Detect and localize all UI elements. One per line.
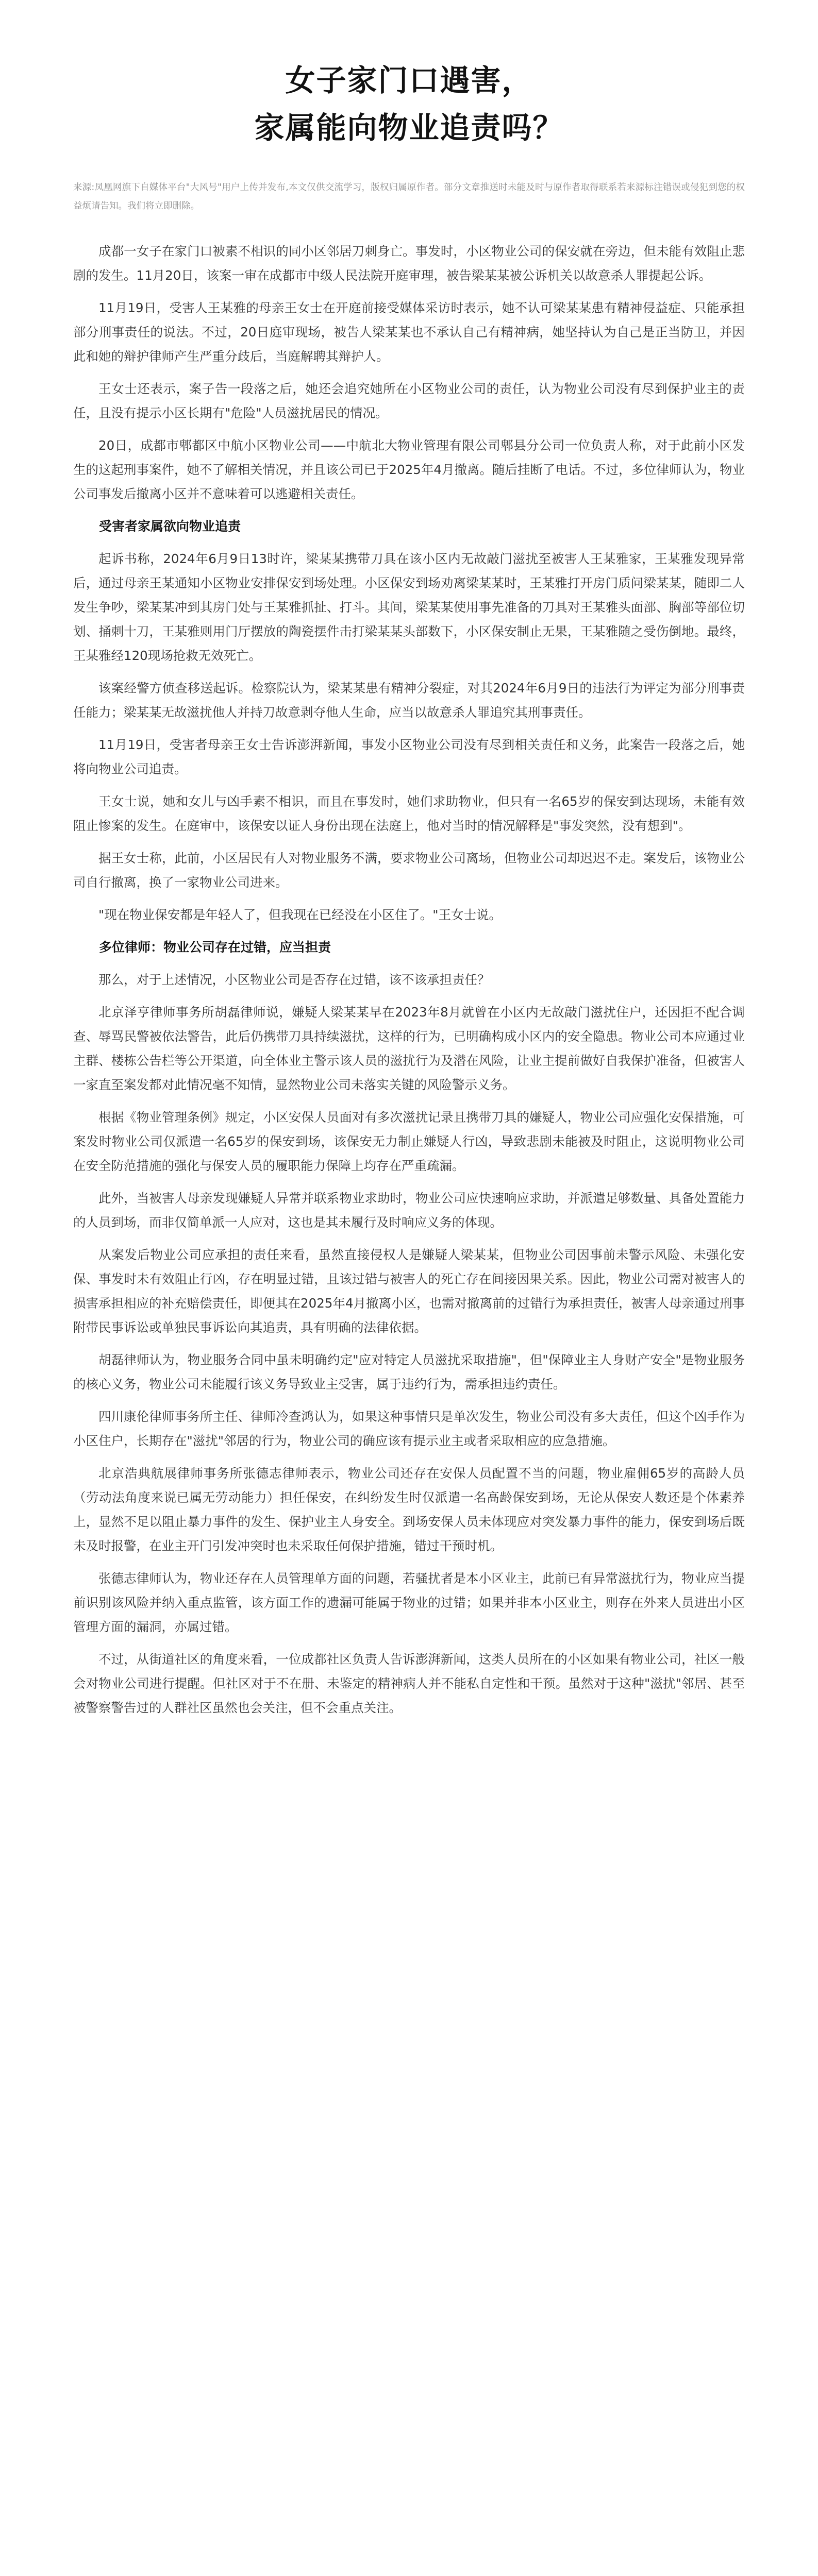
body-paragraph: "现在物业保安都是年轻人了，但我现在已经没在小区住了。"王女士说。 bbox=[98, 907, 502, 922]
source-disclaimer: 来源:凤凰网旗下自媒体平台"大风号"用户上传并发布,本文仅供交流学习，版权归属原作者。部分文章推送时未能及时与原作者取得联系若来源标注错误或侵犯到您的权益烦请告知。我们将立即删除。 bbox=[73, 182, 745, 211]
body-paragraph: 不过，从街道社区的角度来看，一位成都社区负责人告诉澎湃新闻，这类人员所在的小区如果有物业公司，社区一般会对物业公司进行提醒。但社区对于不在册、未鉴定的精神病人并不能私自定性和干预。虽然对于这种"滋扰"邻居、甚至被警察警告过的人群社区虽然也会关注，但不会重点关注。 bbox=[73, 1652, 745, 1715]
body-paragraph: 此外，当被害人母亲发现嫌疑人异常并联系物业求助时，物业公司应快速响应求助，并派遣足够数量、具备处置能力的人员到场，而非仅简单派一人应对，这也是其未履行及时响应义务的体现。 bbox=[73, 1191, 745, 1230]
article-body bbox=[73, 239, 745, 1720]
article-title bbox=[73, 57, 745, 151]
body-paragraph: 王女士说，她和女儿与凶手素不相识，而且在事发时，她们求助物业，但只有一名65岁的保安到达现场，未能有效阻止惨案的发生。在庭审中，该保安以证人身份出现在法庭上，他对当时的情况解释是"事发突然，没有想到"。 bbox=[73, 794, 745, 833]
body-paragraph: 11月19日，受害者母亲王女士告诉澎湃新闻，事发小区物业公司没有尽到相关责任和义务，此案告一段落之后，她将向物业公司追责。 bbox=[73, 737, 745, 776]
body-paragraph: 根据《物业管理条例》规定，小区安保人员面对有多次滋扰记录且携带刀具的嫌疑人，物业公司应强化安保措施，可案发时物业公司仅派遣一名65岁的保安到场，该保安无力制止嫌疑人行凶，导致悲剧未能被及时阻止，这说明物业公司在安全防范措施的强化与保安人员的履职能力保障上均存在严重疏漏。 bbox=[73, 1110, 745, 1173]
section-heading: 受害者家属欲向物业追责 bbox=[99, 519, 241, 534]
body-paragraph: 王女士还表示，案子告一段落之后，她还会追究她所在小区物业公司的责任，认为物业公司没有尽到保护业主的责任，且没有提示小区长期有"危险"人员滋扰居民的情况。 bbox=[73, 381, 745, 420]
body-paragraph: 四川康伦律师事务所主任、律师冷查鸿认为，如果这种事情只是单次发生，物业公司没有多大责任，但这个凶手作为小区住户，长期存在"滋扰"邻居的行为，物业公司的确应该有提示业主或者采取相应的应急措施。 bbox=[73, 1409, 745, 1448]
body-paragraph: 那么，对于上述情况，小区物业公司是否存在过错，该不该承担责任？ bbox=[98, 972, 490, 987]
body-paragraph: 北京泽亨律师事务所胡磊律师说，嫌疑人梁某某早在2023年8月就曾在小区内无故敲门滋扰住户，还因拒不配合调查、辱骂民警被依法警告，此后仍携带刀具持续滋扰，这样的行为，已明确构成小区内的安全隐患。物业公司本应通过业主群、楼栋公告栏等公开渠道，向全体业主警示该人员的滋扰行为及潜在风险，让业主提前做好自我保护准备，但被害人一家直至案发都对此情况毫不知情，显然物业公司未落实关键的风险警示义务。 bbox=[73, 1005, 745, 1092]
body-paragraph: 张德志律师认为，物业还存在人员管理单方面的问题，若骚扰者是本小区业主，此前已有异常滋扰行为，物业应当提前识别该风险并纳入重点监管，该方面工作的遗漏可能属于物业的过错；如果并非本小区业主，则存在外来人员进出小区管理方面的漏洞，亦属过错。 bbox=[73, 1571, 745, 1634]
body-paragraph: 成都一女子在家门口被素不相识的同小区邻居刀刺身亡。事发时，小区物业公司的保安就在旁边，但未能有效阻止悲剧的发生。11月20日，该案一审在成都市中级人民法院开庭审理，被告梁某某被公诉机关以故意杀人罪提起公诉。 bbox=[73, 244, 745, 283]
article-title-line-2: 家属能向物业追责吗？ bbox=[254, 110, 564, 145]
body-paragraph: 20日，成都市郫都区中航小区物业公司——中航北大物业管理有限公司郫县分公司一位负责人称，对于此前小区发生的这起刑事案件，她不了解相关情况，并且该公司已于2025年4月撤离。随后挂断了电话。不过，多位律师认为，物业公司事发后撤离小区并不意味着可以逃避相关责任。 bbox=[73, 438, 745, 501]
body-paragraph: 据王女士称，此前，小区居民有人对物业服务不满，要求物业公司离场，但物业公司却迟迟不走。案发后，该物业公司自行撤离，换了一家物业公司进来。 bbox=[73, 851, 745, 890]
body-paragraph: 11月19日，受害人王某雅的母亲王女士在开庭前接受媒体采访时表示，她不认可梁某某患有精神侵益症、只能承担部分刑事责任的说法。不过，20日庭审现场，被告人梁某某也不承认自己有精神病，她坚持认为自己是正当防卫，并因此和她的辩护律师产生严重分歧后，当庭解聘其辩护人。 bbox=[73, 300, 745, 364]
section-heading: 多位律师：物业公司存在过错，应当担责 bbox=[99, 940, 331, 955]
body-paragraph: 该案经警方侦查移送起诉。检察院认为，梁某某患有精神分裂症，对其2024年6月9日的违法行为评定为部分刑事责任能力；梁某某无故滋扰他人并持刀故意剥夺他人生命，应当以故意杀人罪追究其刑事责任。 bbox=[73, 681, 745, 720]
body-paragraph: 胡磊律师认为，物业服务合同中虽未明确约定"应对特定人员滋扰采取措施"，但"保障业主人身财产安全"是物业服务的核心义务，物业公司未能履行该义务导致业主受害，属于违约行为，需承担违约责任。 bbox=[73, 1352, 745, 1392]
body-paragraph: 北京浩典航展律师事务所张德志律师表示，物业公司还存在安保人员配置不当的问题，物业雇佣65岁的高龄人员（劳动法角度来说已属无劳动能力）担任保安，在纠纷发生时仅派遣一名高龄保安到场，无论从保安人数还是个体素养上，显然不足以阻止暴力事件的发生、保护业主人身安全。到场安保人员未体现应对突发暴力事件的能力，保安到场后既未及时报警，在业主开门引发冲突时也未采取任何保护措施，错过干预时机。 bbox=[73, 1466, 745, 1553]
body-paragraph: 起诉书称，2024年6月9日13时许，梁某某携带刀具在该小区内无故敲门滋扰至被害人王某雅家，王某雅发现异常后，通过母亲王某通知小区物业安排保安到场处理。小区保安到场劝离梁某某时，王某雅打开房门质问梁某某，随即二人发生争吵，梁某某冲到其房门处与王某雅抓扯、打斗。其间，梁某某使用事先准备的刀具对王某雅头面部、胸部等部位切划、捅刺十刀，王某雅则用门厅摆放的陶瓷摆件击打梁某某头部数下，小区保安制止无果，王某雅随之受伤倒地。最终，王某雅经120现场抢救无效死亡。 bbox=[73, 551, 745, 663]
article-title-line-1: 女子家门口遇害， bbox=[285, 63, 533, 98]
body-paragraph: 从案发后物业公司应承担的责任来看，虽然直接侵权人是嫌疑人梁某某，但物业公司因事前未警示风险、未强化安保、事发时未有效阻止行凶，存在明显过错，且该过错与被害人的死亡存在间接因果关系。因此，物业公司需对被害人的损害承担相应的补充赔偿责任，即便其在2025年4月撤离小区，也需对撤离前的过错行为承担责任，被害人母亲通过刑事附带民事诉讼或单独民事诉讼向其追责，具有明确的法律依据。 bbox=[73, 1247, 745, 1335]
